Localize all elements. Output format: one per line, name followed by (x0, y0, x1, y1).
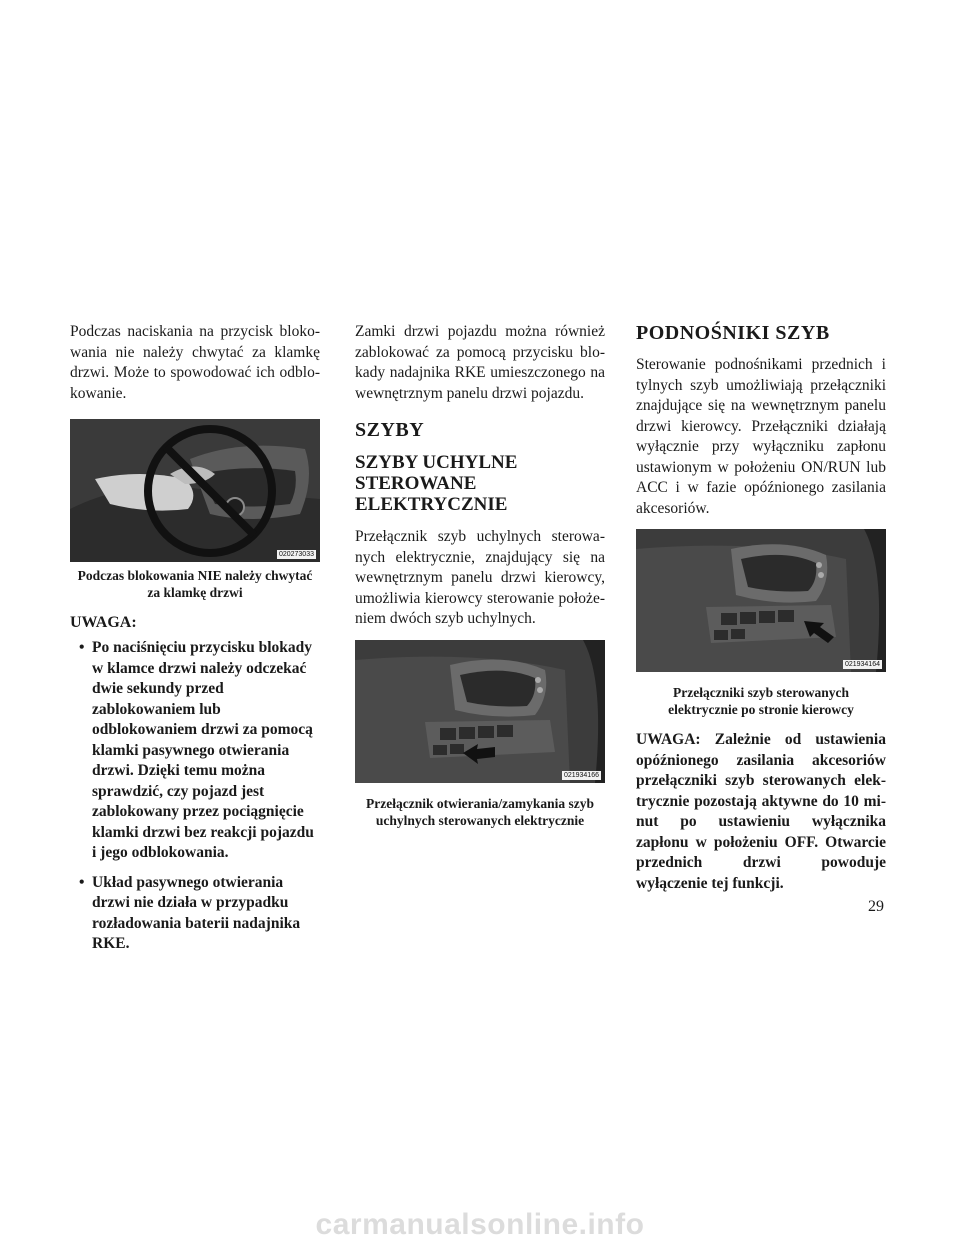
caption-line-1: Podczas blokowania NIE należy chwytać (77, 568, 313, 583)
column-middle (355, 322, 605, 829)
watermark: carmanualsonline.info (315, 1208, 645, 1241)
door-panel-illustration (636, 529, 886, 672)
hand-on-handle-illustration (70, 419, 320, 562)
no-grab-handle-figure (70, 419, 320, 562)
figure-caption (636, 684, 886, 718)
figure-caption (355, 795, 605, 829)
note-paragraph: UWAGA: Zależnie od ustawienia opóźnionego zasilania akcesoriów przełączniki szyb sterowanych elektrycznie pozostają aktywne do 10 minut po ustawieniu wyłącznika zapłonu w położeniu OFF. Otwarcie przednich drzwi powoduje wyłączenie tej funkcji. (636, 731, 886, 892)
body-paragraph: Sterowanie podnośnikami przednich i tylnych szyb umożliwiają przełączniki znajdujące się na wewnętrznym panelu drzwi kierowcy. Przełączniki działają wyłącznie przy wyłączniku zapłonu ustawionym w położeniu ON/RUN lub ACC i w fazie opóźnionego zasilania akcesoriów. (636, 356, 886, 517)
page-number: 29 (868, 898, 884, 915)
note-label: UWAGA: (70, 614, 137, 631)
figure-code: 020273033 (278, 551, 314, 558)
door-panel-illustration (355, 640, 605, 783)
bullet-symbol: • (79, 639, 85, 656)
caption-line-1: Przełączniki szyb sterowanych (673, 685, 849, 700)
bullet-text: Po naciśnięciu przycisku blokady w klamce drzwi należy odczekać dwie sekundy przed zablokowaniem lub odblokowaniem drzwi za pomocą klamki pasywnego otwierania drzwi. Dzięki temu można sprawdzić, czy pojazd jest zablokowany przez pociągnięcie klamki drzwi bez reakcji pojazdu i jego odblokowania. (92, 639, 314, 861)
caption-line-2: uchylnych sterowanych elektrycznie (375, 812, 585, 828)
bullet-text: Układ pasywnego otwierania drzwi nie działa w przypadku rozładowania baterii nadajnika RKE. (92, 873, 301, 952)
caption-line-2: elektrycznie po stronie kierowcy (668, 702, 854, 717)
intro-paragraph: Podczas naciskania na przycisk blokowania nie należy chwytać za klamkę drzwi. Może to spowodować ich odblokowanie. (70, 323, 320, 402)
window-switches-figure (636, 529, 886, 672)
caption-line-1: Przełącznik otwierania/zamykania szyb (366, 795, 594, 811)
section-heading: SZYBY (355, 419, 425, 441)
subsection-heading: SZYBY UCHYLNE STEROWANE ELEKTRYCZNIE (355, 452, 518, 515)
bullet-symbol: • (79, 873, 85, 891)
figure-caption (70, 567, 320, 601)
column-left (70, 322, 320, 964)
figure-code: 021934166 (563, 771, 599, 779)
figure-code: 021934164 (844, 661, 880, 668)
column-right (636, 322, 886, 894)
note-bullet-item (70, 873, 320, 955)
body-paragraph: Przełącznik szyb uchylnych sterowanych elektrycznie, znajdujący się na wewnętrznym panelu drzwi kierowcy, umożliwia kierowcy sterowanie położeniem dwóch szyb uchylnych. (355, 528, 605, 627)
caption-line-2: za klamkę drzwi (147, 585, 243, 600)
intro-paragraph: Zamki drzwi pojazdu można również zablokować za pomocą przycisku blokady nadajnika RKE umieszczonego na wewnętrznym panelu drzwi pojazdu. (355, 323, 605, 402)
note-bullet-list (70, 638, 320, 955)
vent-window-switch-figure (355, 640, 605, 783)
section-heading: PODNOŚNIKI SZYB (636, 322, 830, 344)
note-bullet-item (70, 638, 320, 864)
